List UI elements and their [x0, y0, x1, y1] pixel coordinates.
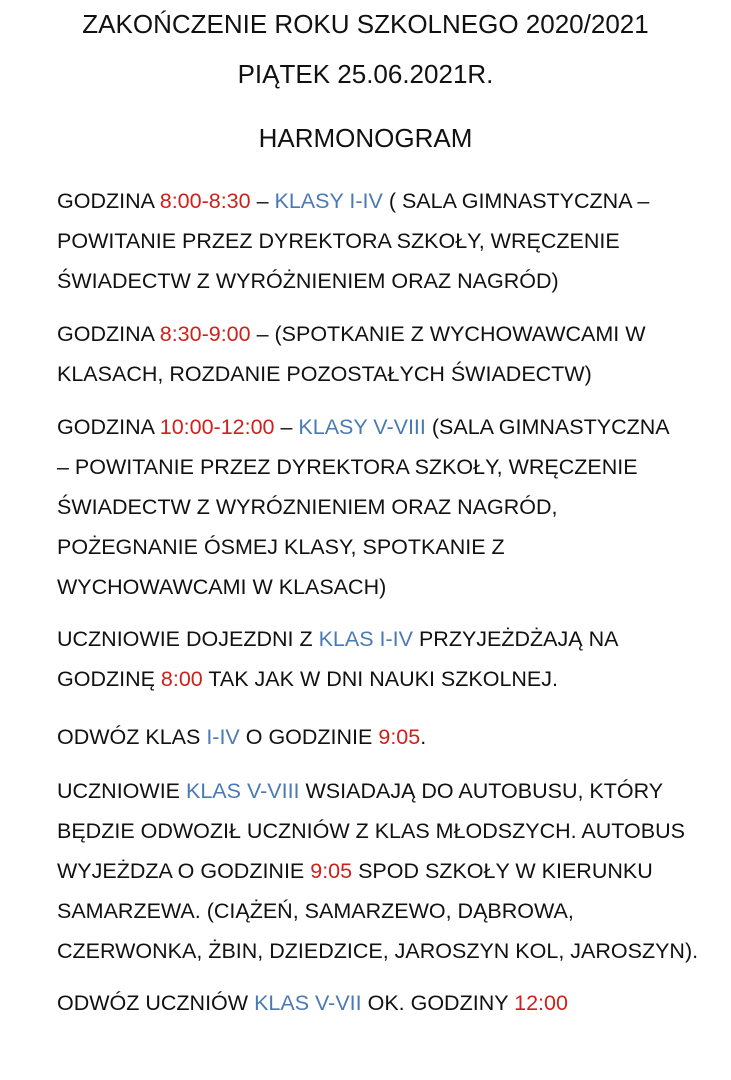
text-segment: GODZINA — [57, 415, 160, 439]
class-text: KLASY I-IV — [274, 189, 383, 213]
text-segment: PRZYJEŻDŻAJĄ NA — [412, 627, 619, 651]
text-segment: ŚWIADECTW Z WYRÓŻNIENIEM ORAZ NAGRÓD) — [57, 269, 559, 293]
text-segment: (SALA GIMNASTYCZNA — [425, 415, 670, 439]
text-line — [57, 851, 717, 891]
text-segment: – (SPOTKANIE Z WYCHOWAWCAMI W — [250, 322, 646, 346]
text-segment: POWITANIE PRZEZ DYREKTORA SZKOŁY, WRĘCZENIE — [57, 229, 620, 253]
text-segment: SAMARZEWA. (CIĄŻEŃ, SAMARZEWO, DĄBROWA, — [57, 899, 574, 923]
text-segment: UCZNIOWIE DOJEZDNI Z — [57, 627, 319, 651]
text-segment: – POWITANIE PRZEZ DYREKTORA SZKOŁY, WRĘCZENIE — [57, 455, 638, 479]
text-segment: GODZINA — [57, 322, 160, 346]
text-line — [57, 659, 717, 699]
text-segment: TAK JAK W DNI NAUKI SZKOLNEJ. — [202, 667, 558, 691]
text-line — [57, 717, 717, 757]
text-segment: BĘDZIE ODWOZIŁ UCZNIÓW Z KLAS MŁODSZYCH. AUTOBUS — [57, 819, 685, 843]
text-segment: ŚWIADECTW Z WYRÓZNIENIEM ORAZ NAGRÓD, — [57, 495, 558, 519]
time-text: 12:00 — [514, 991, 568, 1015]
text-line — [57, 354, 717, 394]
text-segment: GODZINĘ — [57, 667, 161, 691]
schedule-paragraph — [57, 771, 717, 971]
text-segment: – — [250, 189, 275, 213]
time-text: 8:00-8:30 — [159, 189, 251, 213]
text-line — [57, 221, 717, 261]
text-line — [57, 891, 717, 931]
text-line — [57, 447, 717, 487]
text-line — [57, 407, 717, 447]
text-segment: GODZINA — [57, 189, 160, 213]
text-segment: O GODZINIE — [239, 725, 379, 749]
text-line — [57, 314, 717, 354]
text-segment: . — [420, 725, 427, 749]
text-segment: – — [274, 415, 299, 439]
class-text: KLAS V-VII — [254, 991, 362, 1015]
document-title: ZAKOŃCZENIE ROKU SZKOLNEGO 2020/2021 — [82, 9, 649, 39]
text-line — [57, 527, 717, 567]
time-text: 9:05 — [310, 859, 353, 883]
time-text: 8:00 — [160, 667, 203, 691]
schedule-paragraph — [57, 983, 717, 1023]
schedule-paragraph — [57, 717, 717, 757]
text-segment: SPOD SZKOŁY W KIERUNKU — [352, 859, 653, 883]
schedule-paragraph — [57, 407, 717, 607]
text-segment: WYCHOWAWCAMI W KLASACH) — [57, 575, 387, 599]
class-text: KLAS V-VIII — [186, 779, 300, 803]
text-line — [57, 811, 717, 851]
class-text: KLASY V-VIII — [298, 415, 426, 439]
schedule-paragraph — [57, 314, 717, 394]
text-line — [57, 261, 717, 301]
text-segment: POŻEGNANIE ÓSMEJ KLASY, SPOTKANIE Z — [57, 535, 505, 559]
text-segment: KLASACH, ROZDANIE POZOSTAŁYCH ŚWIADECTW) — [57, 362, 592, 386]
document-date: PIĄTEK 25.06.2021R. — [237, 59, 494, 89]
text-segment: WSIADAJĄ DO AUTOBUSU, KTÓRY — [299, 779, 664, 803]
class-text: I-IV — [206, 725, 240, 749]
text-line — [57, 487, 717, 527]
text-segment: ( SALA GIMNASTYCZNA – — [382, 189, 650, 213]
time-text: 9:05 — [378, 725, 421, 749]
text-line — [57, 983, 717, 1023]
text-segment: ODWÓZ KLAS — [57, 725, 207, 749]
text-line — [57, 181, 717, 221]
text-segment: OK. GODZINY — [361, 991, 515, 1015]
text-segment: UCZNIOWIE — [57, 779, 186, 803]
schedule-paragraph — [57, 181, 717, 301]
text-line — [57, 567, 717, 607]
schedule-paragraph — [57, 619, 717, 699]
text-line — [57, 771, 717, 811]
text-segment: WYJEŻDZA O GODZINIE — [57, 859, 311, 883]
text-segment: ODWÓZ UCZNIÓW — [57, 991, 255, 1015]
text-segment: CZERWONKA, ŻBIN, DZIEDZICE, JAROSZYN KOL, JAROSZYN). — [57, 939, 699, 963]
section-heading: HARMONOGRAM — [258, 123, 473, 153]
time-text: 8:30-9:00 — [159, 322, 251, 346]
class-text: KLAS I-IV — [318, 627, 413, 651]
text-line — [57, 931, 717, 971]
time-text: 10:00-12:00 — [159, 415, 275, 439]
text-line — [57, 619, 717, 659]
